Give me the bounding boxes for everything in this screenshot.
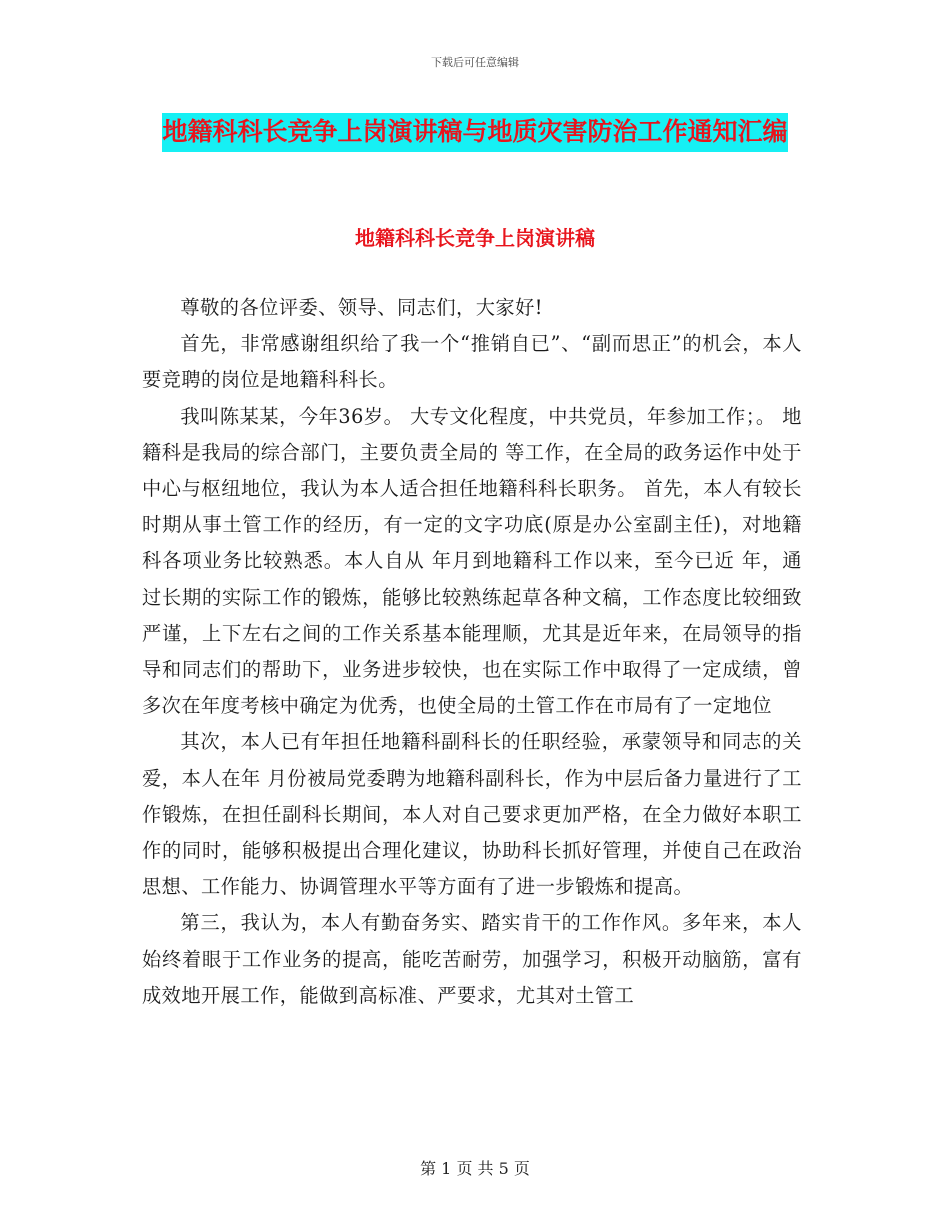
paragraph-background: 我叫陈某某，今年36岁。 大专文化程度，中共党员，年参加工作；。 地籍科是我局的综合部门，主要负责全局的 等工作，在全局的政务运作中处于中心与枢纽地位，我认为本人适合担任地籍科科长职务。 首先，本人有较长时期从事土管工作的经历，有一定的文字功底(原是办公室副主任)，对地籍科各项业务比较熟悉。本人自从 年月到地籍科工作以来，至今已近 年，通过长期的实际工作的锻炼，能够比较熟练起草各种文稿，工作态度比较细致严谨，上下左右之间的工作关系基本能理顺，尤其是近年来，在局领导的指导和同志们的帮助下，业务进步较快，也在实际工作中取得了一定成绩，曾多次在年度考核中确定为优秀，也使全局的土管工作在市局有了一定地位: [142, 404, 802, 718]
document-title-text: 地籍科科长竞争上岗演讲稿与地质灾害防治工作通知汇编: [162, 113, 787, 152]
document-title: [140, 106, 810, 157]
paragraph-third: 第三，我认为，本人有勤奋务实、踏实肯干的工作作风。多年来，本人始终着眼于工作业务的提高，能吃苦耐劳，加强学习，积极开动脑筋，富有成效地开展工作，能做到高标准、严要求，尤其对土管工: [142, 911, 802, 1007]
body-text: [142, 290, 802, 1014]
paragraph-greeting: 尊敬的各位评委、领导、同志们，大家好!: [180, 296, 543, 319]
page-footer: 第 1 页 共 5 页: [420, 1159, 530, 1178]
header-note: 下载后可任意编辑: [431, 56, 519, 69]
section-title: 地籍科科长竞争上岗演讲稿: [355, 226, 595, 250]
paragraph-second: 其次，本人已有年担任地籍科副科长的任职经验，承蒙领导和同志的关爱，本人在年 月份被局党委聘为地籍科副科长，作为中层后备力量进行了工作锻炼，在担任副科长期间，本人对自己要求更加严格，在全力做好本职工作的同时，能够积极提出合理化建议，协助科长抓好管理，并使自己在政治思想、工作能力、协调管理水平等方面有了进一步锻炼和提高。: [142, 730, 802, 899]
paragraph-intro: 首先，非常感谢组织给了我一个“推销自已”、“副而思正”的机会，本人要竞聘的岗位是地籍科科长。: [142, 332, 802, 392]
